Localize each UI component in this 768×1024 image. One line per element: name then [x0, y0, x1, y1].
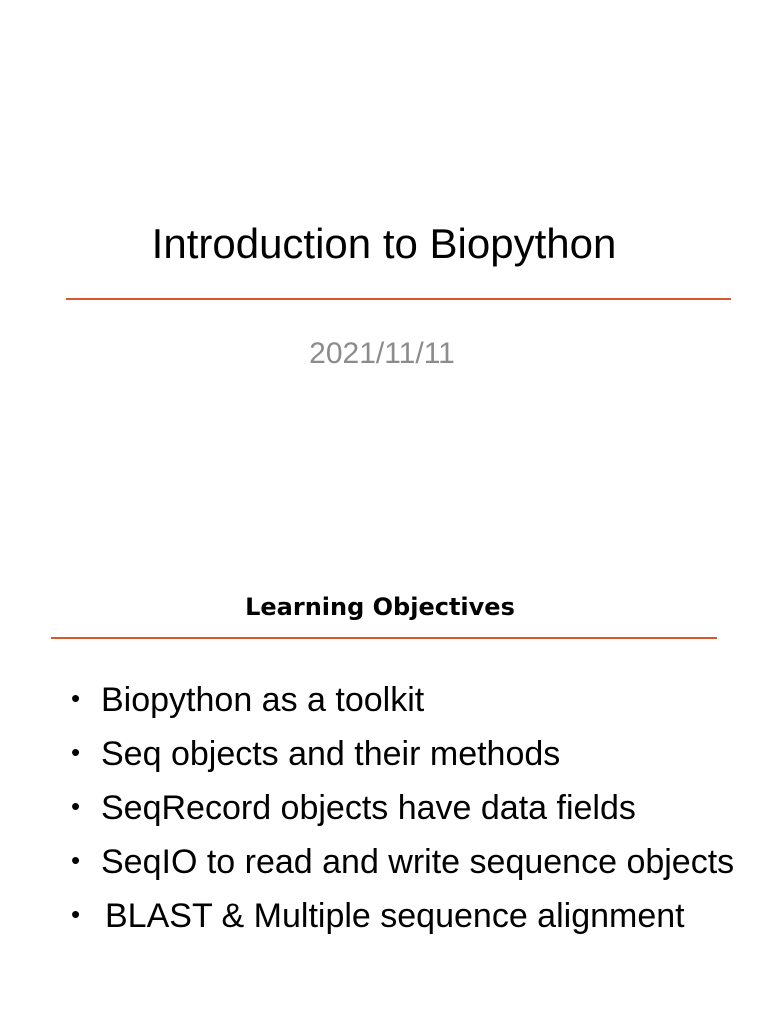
title-divider: [66, 298, 731, 300]
objectives-heading: Learning Objectives: [245, 593, 515, 621]
objectives-slide: [0, 512, 768, 1024]
objectives-divider: [51, 637, 717, 639]
slide-title: Introduction to Biopython: [151, 220, 617, 267]
bullet-dot-icon: •: [71, 899, 81, 929]
bullet-dot-icon: •: [71, 737, 81, 767]
list-item: [66, 840, 756, 884]
list-item-text: Seq objects and their methods: [101, 735, 561, 773]
bullet-dot-icon: •: [71, 845, 81, 875]
list-item: [66, 732, 756, 776]
list-item-text: Biopython as a toolkit: [101, 681, 425, 719]
list-item-text: SeqIO to read and write sequence objects: [101, 843, 735, 881]
bullet-dot-icon: •: [71, 683, 81, 713]
bullet-dot-icon: •: [71, 791, 81, 821]
objectives-list: [66, 678, 756, 948]
list-item: [66, 678, 756, 722]
list-item: [66, 786, 756, 830]
slide-date: 2021/11/11: [309, 337, 455, 370]
list-item-text: SeqRecord objects have data fields: [101, 789, 636, 827]
list-item: [66, 894, 756, 938]
list-item-text: BLAST & Multiple sequence alignment: [105, 897, 685, 935]
